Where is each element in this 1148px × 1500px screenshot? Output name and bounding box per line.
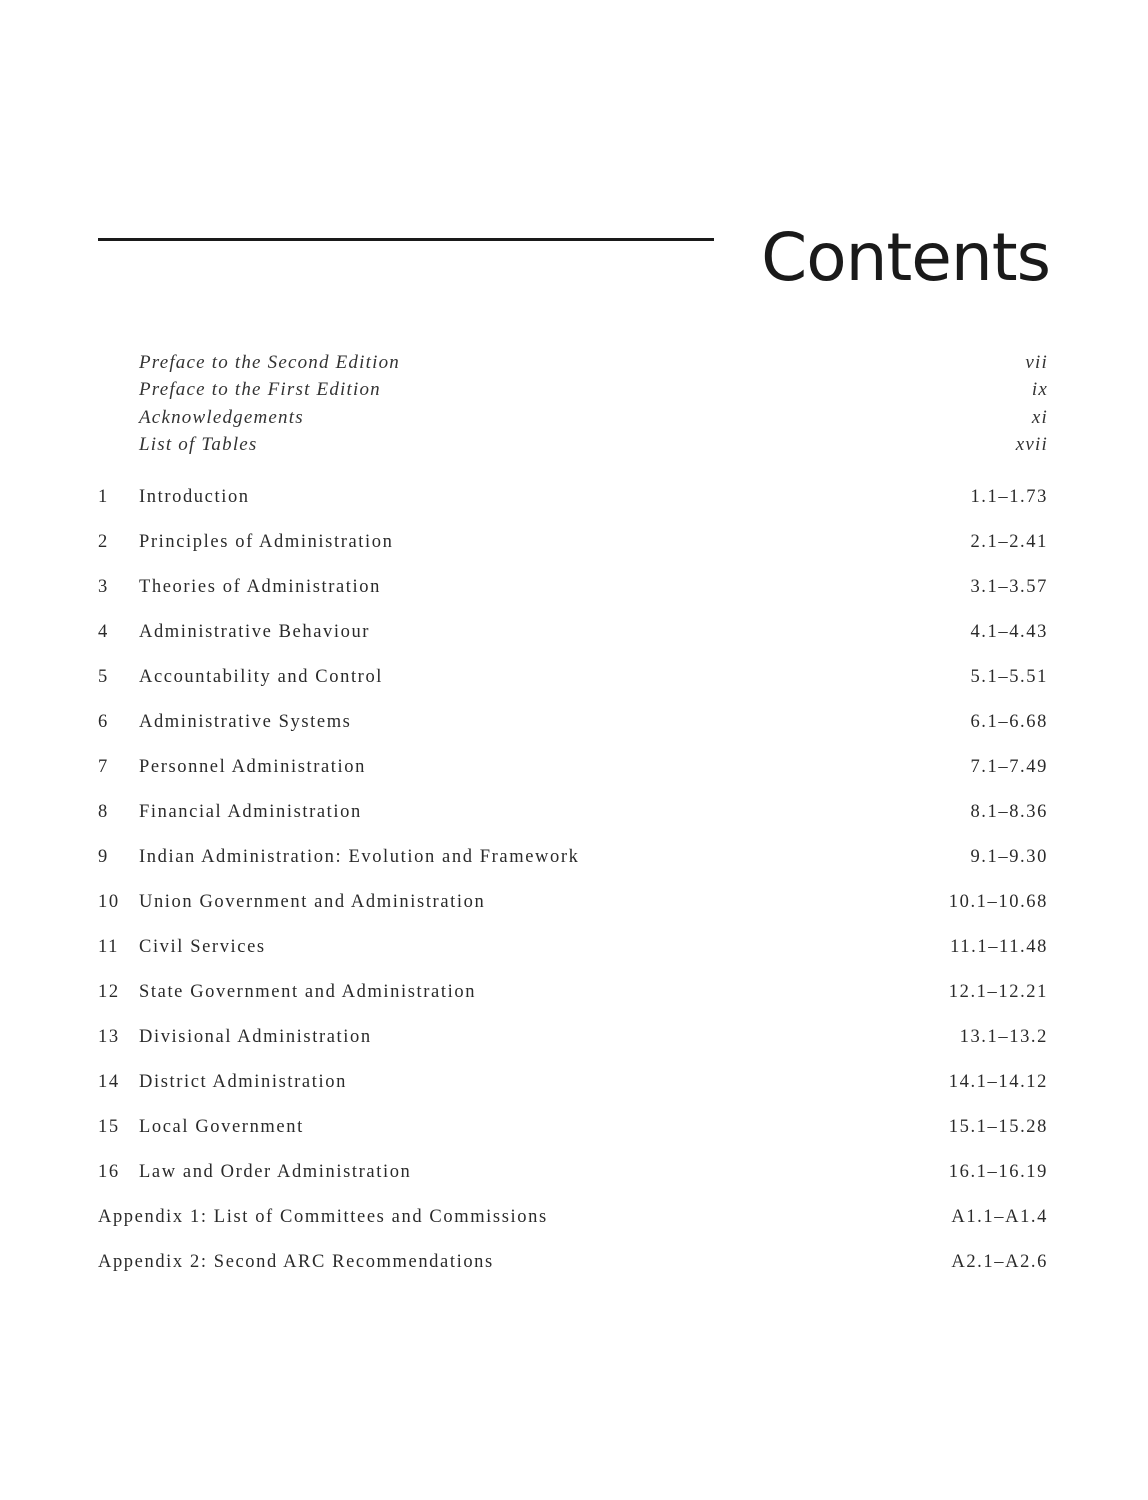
toc-chapter-4[interactable]	[98, 616, 1048, 661]
chapter-number: 9	[98, 847, 109, 867]
chapter-title: Personnel Administration	[139, 757, 366, 777]
chapter-number: 5	[98, 667, 109, 687]
chapter-number: 15	[98, 1117, 120, 1137]
appendix-title: Appendix 1: List of Committees and Commissions	[98, 1207, 548, 1227]
chapter-number: 12	[98, 982, 120, 1002]
chapter-title: Administrative Behaviour	[139, 622, 371, 642]
toc-chapter-1[interactable]	[98, 481, 1048, 526]
toc-chapter-8[interactable]	[98, 796, 1048, 841]
toc-entry-acknowledgements[interactable]	[139, 404, 1048, 431]
page-title: Contents	[761, 219, 1050, 296]
chapter-title: Indian Administration: Evolution and Framework	[139, 847, 580, 867]
chapter-title: Union Government and Administration	[139, 892, 486, 912]
chapter-pages: 2.1–2.41	[970, 532, 1048, 552]
chapter-title: Local Government	[139, 1117, 304, 1137]
chapter-pages: 1.1–1.73	[970, 487, 1048, 507]
chapter-pages: 11.1–11.48	[950, 937, 1048, 957]
chapter-title: Financial Administration	[139, 802, 362, 822]
appendix-pages: A1.1–A1.4	[951, 1207, 1048, 1227]
chapter-pages: 8.1–8.36	[970, 802, 1048, 822]
toc-entry-pages: vii	[1025, 352, 1048, 373]
chapter-pages: 13.1–13.2	[959, 1027, 1048, 1047]
chapter-list	[98, 481, 1048, 1291]
title-rule-divider	[98, 238, 714, 241]
chapter-pages: 5.1–5.51	[970, 667, 1048, 687]
toc-chapter-15[interactable]	[98, 1111, 1048, 1156]
appendix-title: Appendix 2: Second ARC Recommendations	[98, 1252, 494, 1272]
toc-entry-title: List of Tables	[139, 433, 258, 455]
toc-entry-preface-first-edition[interactable]	[139, 376, 1048, 403]
chapter-title: Civil Services	[139, 937, 266, 957]
toc-entry-pages: xvii	[1015, 433, 1048, 455]
chapter-title: Accountability and Control	[139, 667, 384, 687]
toc-entry-title: Preface to the First Edition	[139, 379, 381, 401]
chapter-number: 4	[98, 622, 109, 642]
toc-chapter-3[interactable]	[98, 571, 1048, 616]
toc-entry-title: Acknowledgements	[139, 406, 304, 428]
toc-chapter-14[interactable]	[98, 1066, 1048, 1111]
toc-chapter-12[interactable]	[98, 976, 1048, 1021]
chapter-pages: 14.1–14.12	[948, 1072, 1048, 1092]
chapter-number: 10	[98, 892, 120, 912]
chapter-pages: 3.1–3.57	[970, 577, 1048, 597]
toc-chapter-13[interactable]	[98, 1021, 1048, 1066]
chapter-number: 14	[98, 1072, 120, 1092]
chapter-pages: 12.1–12.21	[948, 982, 1048, 1002]
toc-chapter-6[interactable]	[98, 706, 1048, 751]
chapter-title: Principles of Administration	[139, 532, 394, 552]
chapter-number: 16	[98, 1162, 120, 1182]
chapter-title: Law and Order Administration	[139, 1162, 412, 1182]
toc-chapter-9[interactable]	[98, 841, 1048, 886]
toc-chapter-10[interactable]	[98, 886, 1048, 931]
toc-entry-list-of-tables[interactable]	[139, 431, 1048, 458]
toc-appendix-1[interactable]	[98, 1201, 1048, 1246]
toc-chapter-16[interactable]	[98, 1156, 1048, 1201]
chapter-title: State Government and Administration	[139, 982, 477, 1002]
chapter-title: District Administration	[139, 1072, 347, 1092]
toc-appendix-2[interactable]	[98, 1246, 1048, 1291]
chapter-number: 2	[98, 532, 109, 552]
toc-chapter-5[interactable]	[98, 661, 1048, 706]
chapter-pages: 15.1–15.28	[948, 1117, 1048, 1137]
chapter-pages: 4.1–4.43	[970, 622, 1048, 642]
chapter-pages: 10.1–10.68	[948, 892, 1048, 912]
chapter-title: Theories of Administration	[139, 577, 381, 597]
chapter-number: 13	[98, 1027, 120, 1047]
chapter-number: 11	[98, 937, 120, 957]
chapter-pages: 9.1–9.30	[970, 847, 1048, 867]
toc-chapter-2[interactable]	[98, 526, 1048, 571]
chapter-title: Administrative Systems	[139, 712, 352, 732]
front-matter-list	[139, 349, 1048, 458]
chapter-title: Introduction	[139, 487, 250, 507]
chapter-pages: 16.1–16.19	[948, 1162, 1048, 1182]
toc-entry-pages: xi	[1031, 406, 1048, 428]
chapter-number: 1	[98, 487, 109, 507]
toc-chapter-11[interactable]	[98, 931, 1048, 976]
toc-chapter-7[interactable]	[98, 751, 1048, 796]
chapter-number: 3	[98, 577, 109, 597]
chapter-number: 7	[98, 757, 109, 777]
toc-entry-pages: ix	[1031, 379, 1048, 401]
chapter-number: 8	[98, 802, 109, 822]
chapter-title: Divisional Administration	[139, 1027, 372, 1047]
chapter-pages: 7.1–7.49	[970, 757, 1048, 777]
toc-entry-title: Preface to the Second Edition	[139, 352, 400, 373]
chapter-number: 6	[98, 712, 109, 732]
toc-entry-preface-second-edition[interactable]	[139, 349, 1048, 376]
chapter-pages: 6.1–6.68	[970, 712, 1048, 732]
appendix-pages: A2.1–A2.6	[951, 1252, 1048, 1272]
